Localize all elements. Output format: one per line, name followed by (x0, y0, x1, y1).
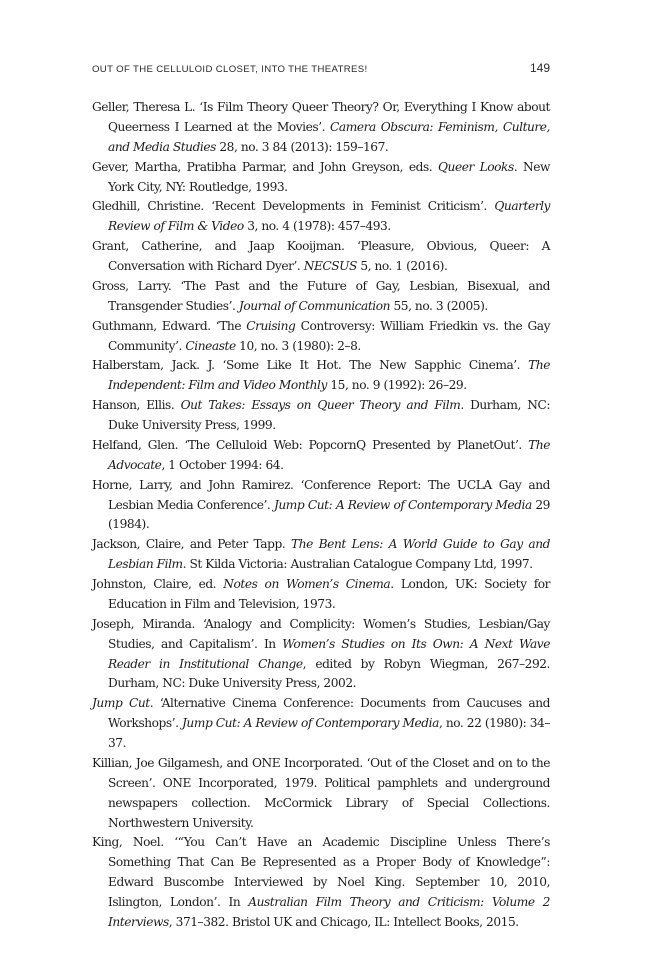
entry-text: . St Kilda Victoria: Australian Catalogue Company Ltd, 1997. (182, 557, 533, 572)
entry-text: Horne, Larry, and John Ramirez. ‘Conference Report: The UCLA Gay and Lesbian Media Conference’. (92, 477, 550, 512)
entry-text: . ‘Alternative Cinema Conference: Documents from Caucuses and Workshops’. (108, 696, 550, 731)
entry-text: Gledhill, Christine. ‘Recent Developments in Feminist Criticism’. (92, 199, 495, 214)
running-head: OUT OF THE CELLULOID CLOSET, INTO THE THEATRES! (92, 64, 368, 75)
bibliography-entry (92, 98, 550, 158)
bibliography-entry (92, 237, 550, 277)
bibliography-entry (92, 317, 550, 357)
bibliography-entry (92, 476, 550, 536)
entry-italic-title: Jump Cut: A Review of Contemporary Media (182, 716, 439, 731)
bibliography-entry (92, 575, 550, 615)
entry-text: , 371–382. Bristol UK and Chicago, IL: Intellect Books, 2015. (168, 914, 519, 929)
bibliography-entry (92, 158, 550, 198)
bibliography-entry (92, 833, 550, 932)
bibliography-entry (92, 754, 550, 834)
bibliography-entry (92, 436, 550, 476)
entry-text: Guthmann, Edward. ‘The (92, 318, 247, 333)
entry-text: 15, no. 9 (1992): 26–29. (326, 378, 467, 393)
entry-text: Killian, Joe Gilgamesh, and ONE Incorporated. ‘Out of the Closet and on to the Screen’. ONE Incorporated, 1979. Political pamphlets and underground newspapers collection. McCormick Library of Special Collections. Northwestern University. (92, 755, 550, 830)
entry-italic-title: Australian Film Theory and Criticism: Volume 2 Interviews (108, 895, 550, 929)
entry-text: Grant, Catherine, and Jaap Kooijman. ‘Pleasure, Obvious, Queer: A Conversation with Richard Dyer’. (92, 239, 550, 273)
entry-text: Gever, Martha, Pratibha Parmar, and John Greyson, eds. (92, 159, 438, 174)
entry-text: 3, no. 4 (1978): 457–493. (243, 219, 391, 234)
entry-italic-title: Journal of Communication (238, 298, 391, 313)
entry-italic-title: Cruising (246, 318, 296, 333)
entry-text: Halberstam, Jack. J. ‘Some Like It Hot. The New Sapphic Cinema’. (92, 358, 529, 373)
entry-text: . New York City, NY: Routledge, 1993. (108, 159, 550, 194)
entry-text: King, Noel. ‘“You Can’t Have an Academic Discipline Unless There’s Something That Can Be Represented as a Proper Body of Knowledge”: Edward Buscombe Interviewed by Noel King. September 10, 2010, Islington, London’. In (92, 835, 550, 909)
entry-text: , 1 October 1994: 64. (161, 457, 284, 472)
entry-text: Joseph, Miranda. ‘Analogy and Complicity: Women’s Studies, Lesbian/Gay Studies, and Capitalism’. In (92, 616, 550, 651)
entry-text: . Durham, NC: Duke University Press, 1999. (108, 398, 550, 432)
page-number: 149 (529, 61, 550, 75)
bibliography-entry (92, 197, 550, 237)
entry-text: , no. 22 (1980): 34–37. (108, 716, 551, 750)
entry-italic-title: Jump Cut (92, 696, 150, 711)
entry-italic-title: The Bent Lens: A World Guide to Gay and Lesbian Film (108, 537, 550, 572)
entry-italic-title: Queer Looks (438, 159, 514, 174)
entry-text: 29 (1984). (108, 497, 550, 532)
bibliography-list (92, 98, 550, 933)
bibliography-entry (92, 277, 550, 317)
entry-italic-title: The Advocate (108, 437, 550, 472)
bibliography-entry (92, 356, 550, 396)
entry-text: Controversy: William Friedkin vs. the Gay Community’. (108, 318, 551, 353)
entry-italic-title: Women’s Studies on Its Own: A Next Wave Reader in Institutional Change (108, 636, 550, 671)
entry-italic-title: Jump Cut: A Review of Contemporary Media (273, 497, 532, 512)
entry-italic-title: Cineaste (185, 338, 236, 353)
bibliography-entry (92, 396, 550, 436)
bibliography-entry (92, 535, 550, 575)
entry-italic-title: Quarterly Review of Film & Video (108, 199, 550, 234)
entry-text: Helfand, Glen. ‘The Celluloid Web: PopcornQ Presented by PlanetOut’. (92, 437, 529, 452)
entry-text: Geller, Theresa L. ‘Is Film Theory Queer Theory? Or, Everything I Know about Queerness I Learned at the Movies’. (92, 100, 550, 134)
entry-text: Johnston, Claire, ed. (92, 577, 224, 591)
entry-italic-title: The Independent: Film and Video Monthly (108, 358, 550, 393)
entry-text: . London, UK: Society for Education in Film and Television, 1973. (108, 577, 551, 611)
entry-italic-title: Camera Obscura: Feminism, Culture, and Media Studies (108, 119, 550, 154)
entry-text: 28, no. 3 84 (2013): 159–167. (215, 139, 389, 154)
entry-text: , edited by Robyn Wiegman, 267–292. Durham, NC: Duke University Press, 2002. (108, 656, 550, 691)
entry-italic-title: Out Takes: Essays on Queer Theory and Film (180, 398, 461, 413)
bibliography-entry (92, 694, 550, 754)
entry-italic-title: NECSUS (303, 259, 357, 273)
entry-text: Gross, Larry. ‘The Past and the Future of Gay, Lesbian, Bisexual, and Transgender Studies’. (92, 278, 550, 313)
entry-text: 5, no. 1 (2016). (356, 259, 448, 273)
entry-text: Jackson, Claire, and Peter Tapp. (92, 537, 292, 552)
entry-italic-title: Notes on Women’s Cinema (223, 577, 391, 591)
entry-text: Hanson, Ellis. (92, 398, 181, 413)
entry-text: 10, no. 3 (1980): 2–8. (235, 338, 361, 353)
bibliography-entry (92, 615, 550, 695)
entry-text: 55, no. 3 (2005). (390, 298, 488, 313)
